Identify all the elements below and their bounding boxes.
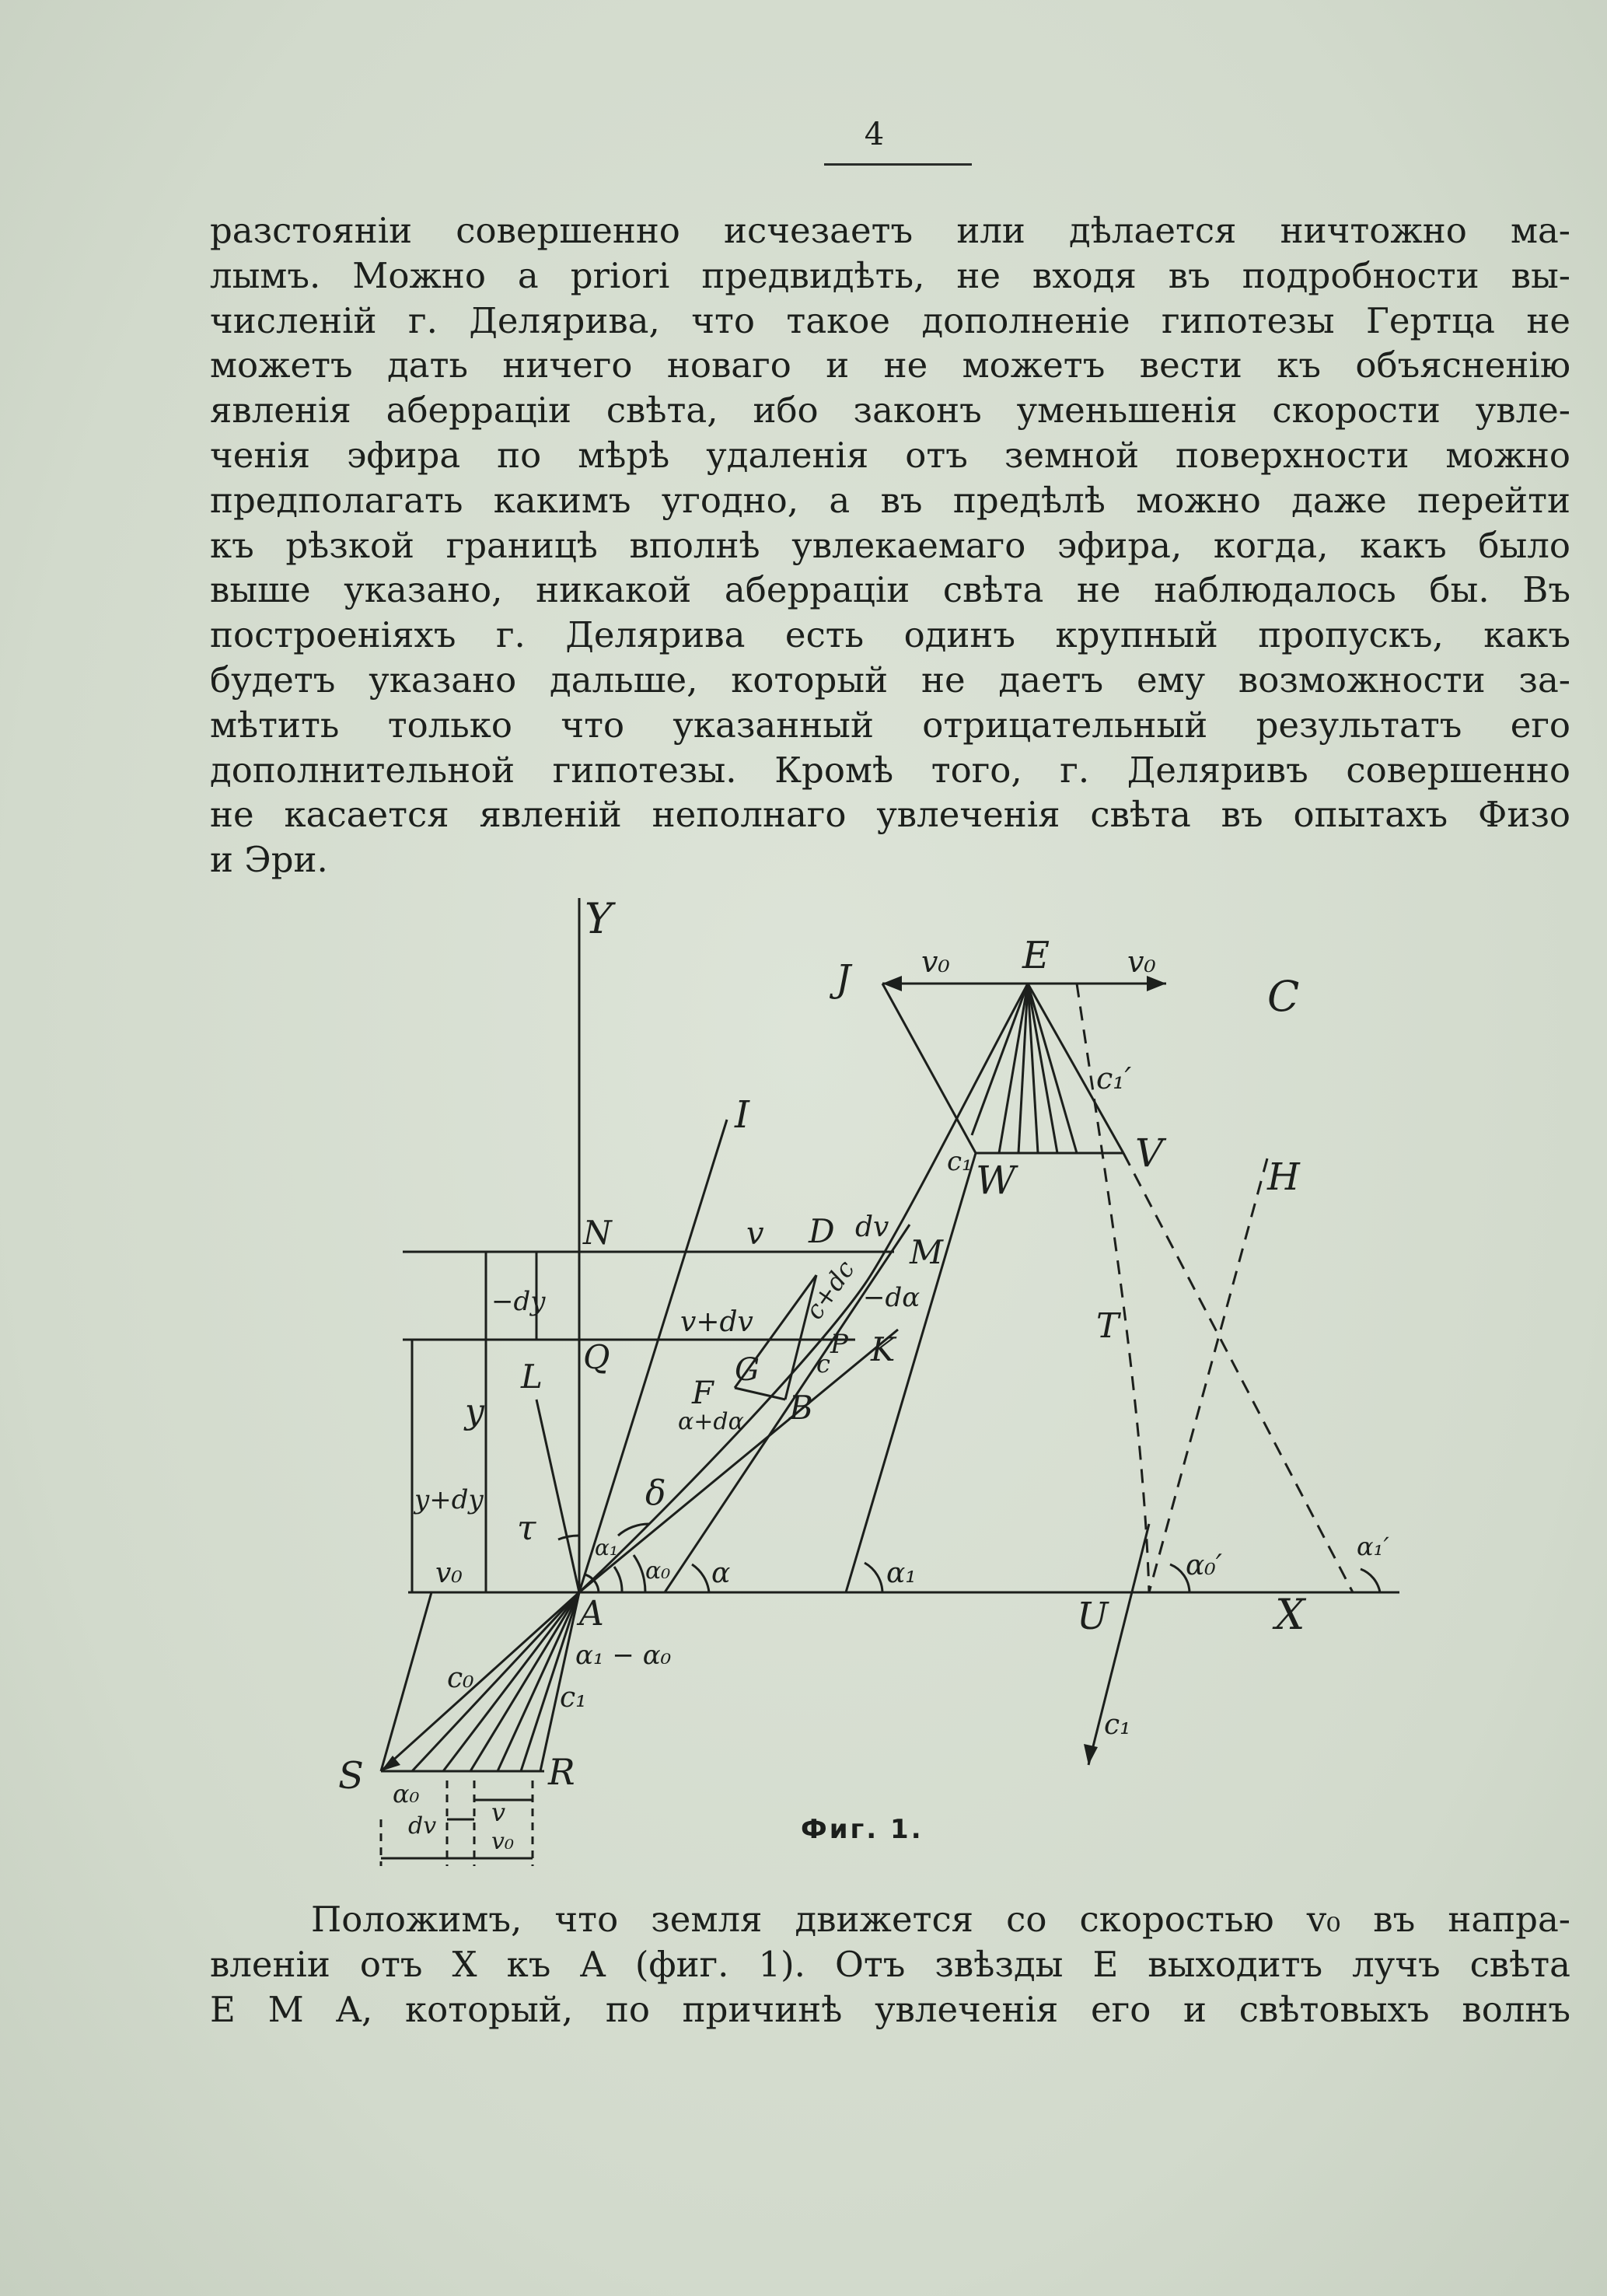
label-a1-prime: α₁′ [1357, 1532, 1389, 1561]
label-a1-small: α₁ [595, 1535, 619, 1560]
label-s: S [338, 1754, 364, 1798]
label-k: K [871, 1330, 896, 1368]
label-v0-bottom: v₀ [491, 1828, 514, 1855]
text-line: Положимъ, что земля движется со скоростью v₀ въ напра- [311, 1899, 1570, 1940]
label-r: R [548, 1751, 575, 1793]
label-g: G [735, 1352, 760, 1388]
line-v0-s [381, 1592, 431, 1771]
text-line: разстоянiи совершенно исчезаетъ или дѣлается ничтожно ма- [210, 210, 1570, 251]
label-dv-bottom: dv [408, 1812, 437, 1840]
ray-e-w [972, 984, 1028, 1135]
label-u: U [1077, 1595, 1109, 1638]
label-alpha: α [711, 1557, 731, 1589]
label-v0-axis: v₀ [435, 1557, 463, 1589]
dashed-v-right [1123, 1153, 1353, 1592]
label-n: N [583, 1214, 612, 1252]
label-v-mid: v [746, 1216, 764, 1252]
label-h: H [1267, 1155, 1300, 1199]
text-line: и Эри. [210, 839, 328, 881]
label-d: D [809, 1212, 835, 1250]
label-e: E [1022, 934, 1050, 977]
label-y-var: y [465, 1392, 484, 1431]
line-a-l [536, 1400, 579, 1592]
label-y: Y [585, 894, 613, 943]
label-b: B [789, 1389, 813, 1427]
text-line: будетъ указано дальше, который не даетъ ему возможности за- [210, 659, 1570, 701]
label-dv-top: dv [855, 1211, 889, 1243]
label-minus-dy: −dy [491, 1286, 546, 1317]
text-line: не касается явленiй неполнаго увлеченiя свѣта въ опытахъ Физо [210, 794, 1570, 836]
label-a1-minus-a0: α₁ − α₀ [575, 1640, 672, 1671]
label-j: J [836, 957, 851, 1001]
label-c-small: c [816, 1349, 830, 1379]
label-x: X [1275, 1590, 1305, 1639]
text-line: дополнительной гипотезы. Кромѣ того, г. Деляривъ совершенно [210, 749, 1570, 791]
label-p: P [830, 1329, 848, 1360]
label-v0-top-left: v₀ [921, 945, 950, 979]
dashed-h-line [1149, 1158, 1267, 1592]
line-j-w [882, 984, 976, 1153]
label-a0-bottom: α₀ [393, 1779, 420, 1808]
text-line: построенiяхъ г. Делярива есть одинъ крупный пропускъ, какъ [210, 614, 1570, 656]
label-v-plus-dv: v+dv [680, 1306, 753, 1338]
text-line: E M A, который, по причинѣ увлеченiя его и свѣтовыхъ волнъ [210, 1988, 1570, 2030]
label-f: F [692, 1375, 714, 1411]
label-a0-small: α₀ [645, 1557, 671, 1585]
label-w: W [976, 1158, 1016, 1203]
label-q: Q [583, 1338, 610, 1376]
text-line: выше указано, никакой аберрацiи свѣта не наблюдалось бы. Въ [210, 569, 1570, 611]
label-delta: δ [645, 1473, 666, 1513]
page-number: 4 [864, 117, 886, 152]
label-l: L [521, 1358, 543, 1396]
paragraph-2 [210, 1897, 1570, 2032]
label-tau: τ [517, 1508, 536, 1548]
label-c1-bottom: c₁ [560, 1682, 587, 1714]
label-i: I [735, 1093, 749, 1137]
label-minus-da: −dα [863, 1282, 921, 1313]
label-m: M [910, 1233, 944, 1271]
text-line: ченiя эфира по мѣрѣ удаленiя отъ земной поверхности можно [210, 434, 1570, 476]
label-c1-u: c₁ [1104, 1709, 1131, 1741]
label-a-plus-da: α+dα [678, 1408, 744, 1435]
label-c1-w: c₁ [947, 1146, 973, 1177]
label-a0-prime: α₀′ [1186, 1550, 1222, 1581]
text-line: предполагать какимъ угодно, а въ предѣлѣ можно даже перейти [210, 479, 1570, 521]
label-c-plus-dc: c+dc [799, 1254, 861, 1325]
text-line: къ рѣзкой границѣ вполнѣ увлекаемаго эфира, когда, какъ было [210, 524, 1570, 566]
label-v0-top-right: v₀ [1127, 945, 1156, 979]
text-line: лымъ. Можно a priori предвидѣть, не входя въ подробности вы- [210, 254, 1570, 296]
label-t: T [1096, 1306, 1120, 1346]
label-c0: c₀ [447, 1662, 474, 1694]
label-a1: α₁ [886, 1557, 917, 1589]
text-line: численiй г. Делярива, что такое дополненiе гипотезы Гертца не [210, 299, 1570, 341]
label-c: C [1267, 972, 1300, 1021]
text-line: вленiи отъ X къ A (фиг. 1). Отъ звѣзды E выходитъ лучъ свѣта [210, 1943, 1570, 1985]
label-y-plus-dy: y+dy [414, 1484, 484, 1515]
label-v: V [1135, 1131, 1164, 1176]
text-line: явленiя аберрацiи свѣта, ибо законъ уменьшенiя скорости увле- [210, 390, 1570, 432]
text-line: можетъ дать ничего новаго и не можетъ вести къ объясненiю [210, 344, 1570, 386]
label-v-bottom: v [491, 1798, 506, 1827]
label-a: A [579, 1594, 604, 1634]
text-line: мѣтить только что указанный отрицательный результатъ его [210, 704, 1570, 746]
label-c1-prime: c₁′ [1096, 1061, 1132, 1096]
figure-caption: Фиг. 1. [801, 1814, 924, 1845]
